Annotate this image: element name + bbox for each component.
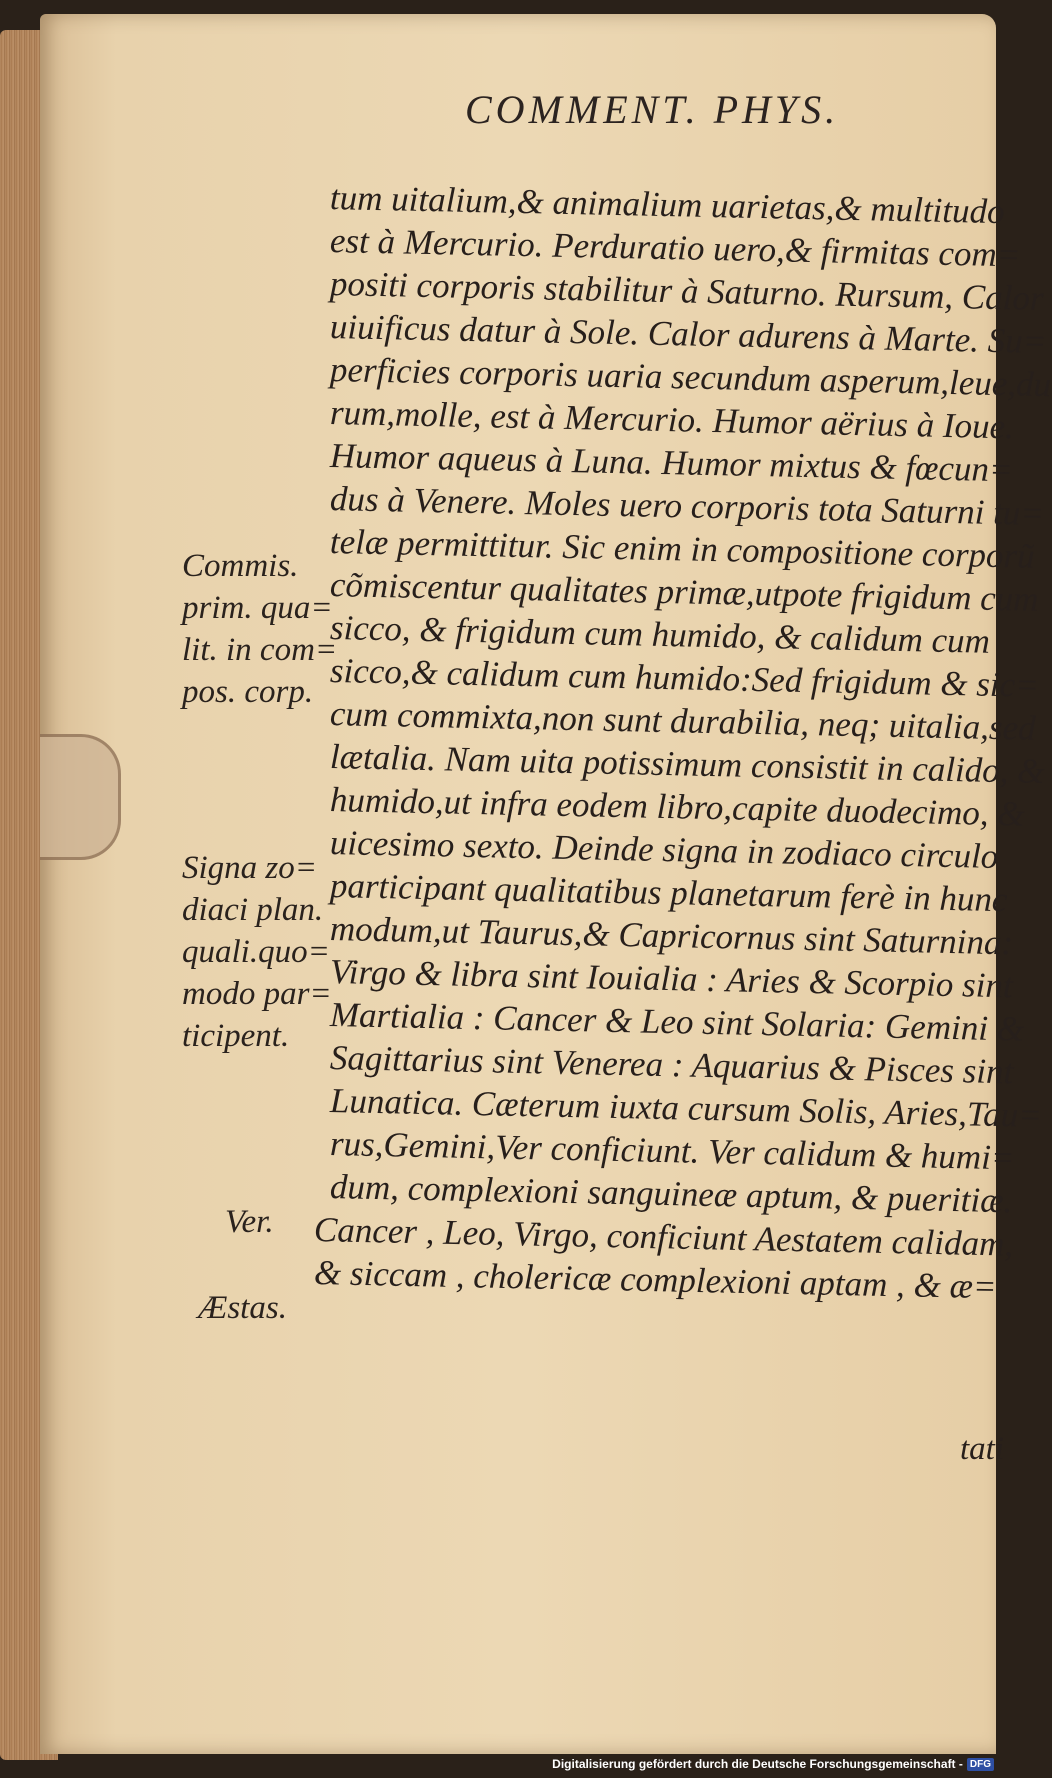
dfg-logo: DFG — [967, 1758, 994, 1771]
text-line: Humor aqueus à Luna. Humor mixtus & fœcun= — [329, 436, 1014, 490]
text-line: Lunatica. Cæterum iuxta cursum Solis, Aries,Tau= — [329, 1081, 1043, 1135]
text-line: tum uitalium,& animalium uarietas,& multitudo — [329, 178, 1006, 232]
text-line: modum,ut Taurus,& Capricornus sint Saturnina: — [329, 909, 1014, 963]
running-header: COMMENT. PHYS. — [465, 87, 840, 132]
margin-note-commis-1: Commis. — [182, 548, 299, 584]
catchword: tati — [960, 1431, 1005, 1467]
text-line: dum, complexioni sanguineæ aptum, & pueritiæ. — [329, 1167, 1013, 1221]
book-page — [40, 14, 1052, 1754]
text-line: cum commixta,non sunt durabilia, neq; uitalia,sed — [329, 694, 1037, 748]
text-line: rus,Gemini,Ver conficiunt. Ver calidum & humi= — [329, 1124, 1015, 1178]
margin-note-ver: Ver. — [225, 1204, 274, 1240]
margin-note-commis-4: pos. corp. — [182, 674, 314, 710]
text-line: Cancer , Leo, Virgo, conficiunt Aestatem calidam, — [313, 1210, 1014, 1264]
text-line: perficies corporis uaria secundum asperum,leue,du — [329, 350, 1052, 405]
text-line: uicesimo sexto. Deinde signa in zodiaco circulo — [329, 823, 999, 876]
text-line: sicco, & frigidum cum humido, & calidum cum — [329, 608, 991, 661]
footer-text: Digitalisierung gefördert durch die Deutsche Forschungsgemeinschaft - — [552, 1757, 963, 1771]
margin-note-commis-2: prim. qua= — [182, 590, 333, 626]
margin-note-signa-5: ticipent. — [182, 1018, 290, 1054]
text-line: positi corporis stabilitur à Saturno. Rursum, Calor — [329, 264, 1044, 318]
margin-note-aestas: Æstas. — [198, 1290, 287, 1326]
text-line: Martialia : Cancer & Leo sint Solaria: Gemini & — [329, 995, 1025, 1049]
text-line: rum,molle, est à Mercurio. Humor aërius à Ioue. — [329, 393, 1015, 447]
text-line: & siccam , cholericæ complexioni aptam , & æ= — [313, 1253, 997, 1307]
text-line: est à Mercurio. Perduratio uero,& firmitas com= — [329, 221, 1021, 275]
margin-note-commis-3: lit. in com= — [182, 632, 338, 668]
text-line: lætalia. Nam uita potissimum consistit in calido, & — [329, 737, 1045, 791]
margin-note-signa-4: modo par= — [182, 976, 332, 1012]
digitization-footer — [552, 1754, 994, 1774]
text-line: participant qualitatibus planetarum ferè in hunc — [329, 866, 1008, 920]
text-line: humido,ut infra eodem libro,capite duodecimo, & — [329, 780, 1026, 834]
margin-note-signa-3: quali.quo= — [182, 934, 330, 970]
text-line: cõmiscentur qualitates primæ,utpote frigidum cum — [329, 565, 1039, 619]
text-line: telæ permittitur. Sic enim in compositione corporũ — [329, 522, 1036, 576]
margin-note-signa-2: diaci plan. — [182, 892, 324, 928]
text-line: uiuificus datur à Sole. Calor adurens à Marte. Su= — [329, 307, 1047, 362]
text-line: dus à Venere. Moles uero corporis tota Saturni tu= — [329, 479, 1045, 533]
text-line: Sagittarius sint Venerea : Aquarius & Pisces sint — [329, 1038, 1014, 1092]
page-tab-marker — [40, 734, 121, 860]
text-line: sicco,& calidum cum humido:Sed frigidum & sic= — [329, 651, 1040, 705]
text-line: Virgo & libra sint Iouialia : Aries & Scorpio sint — [329, 952, 1014, 1006]
margin-note-signa-1: Signa zo= — [182, 850, 318, 886]
